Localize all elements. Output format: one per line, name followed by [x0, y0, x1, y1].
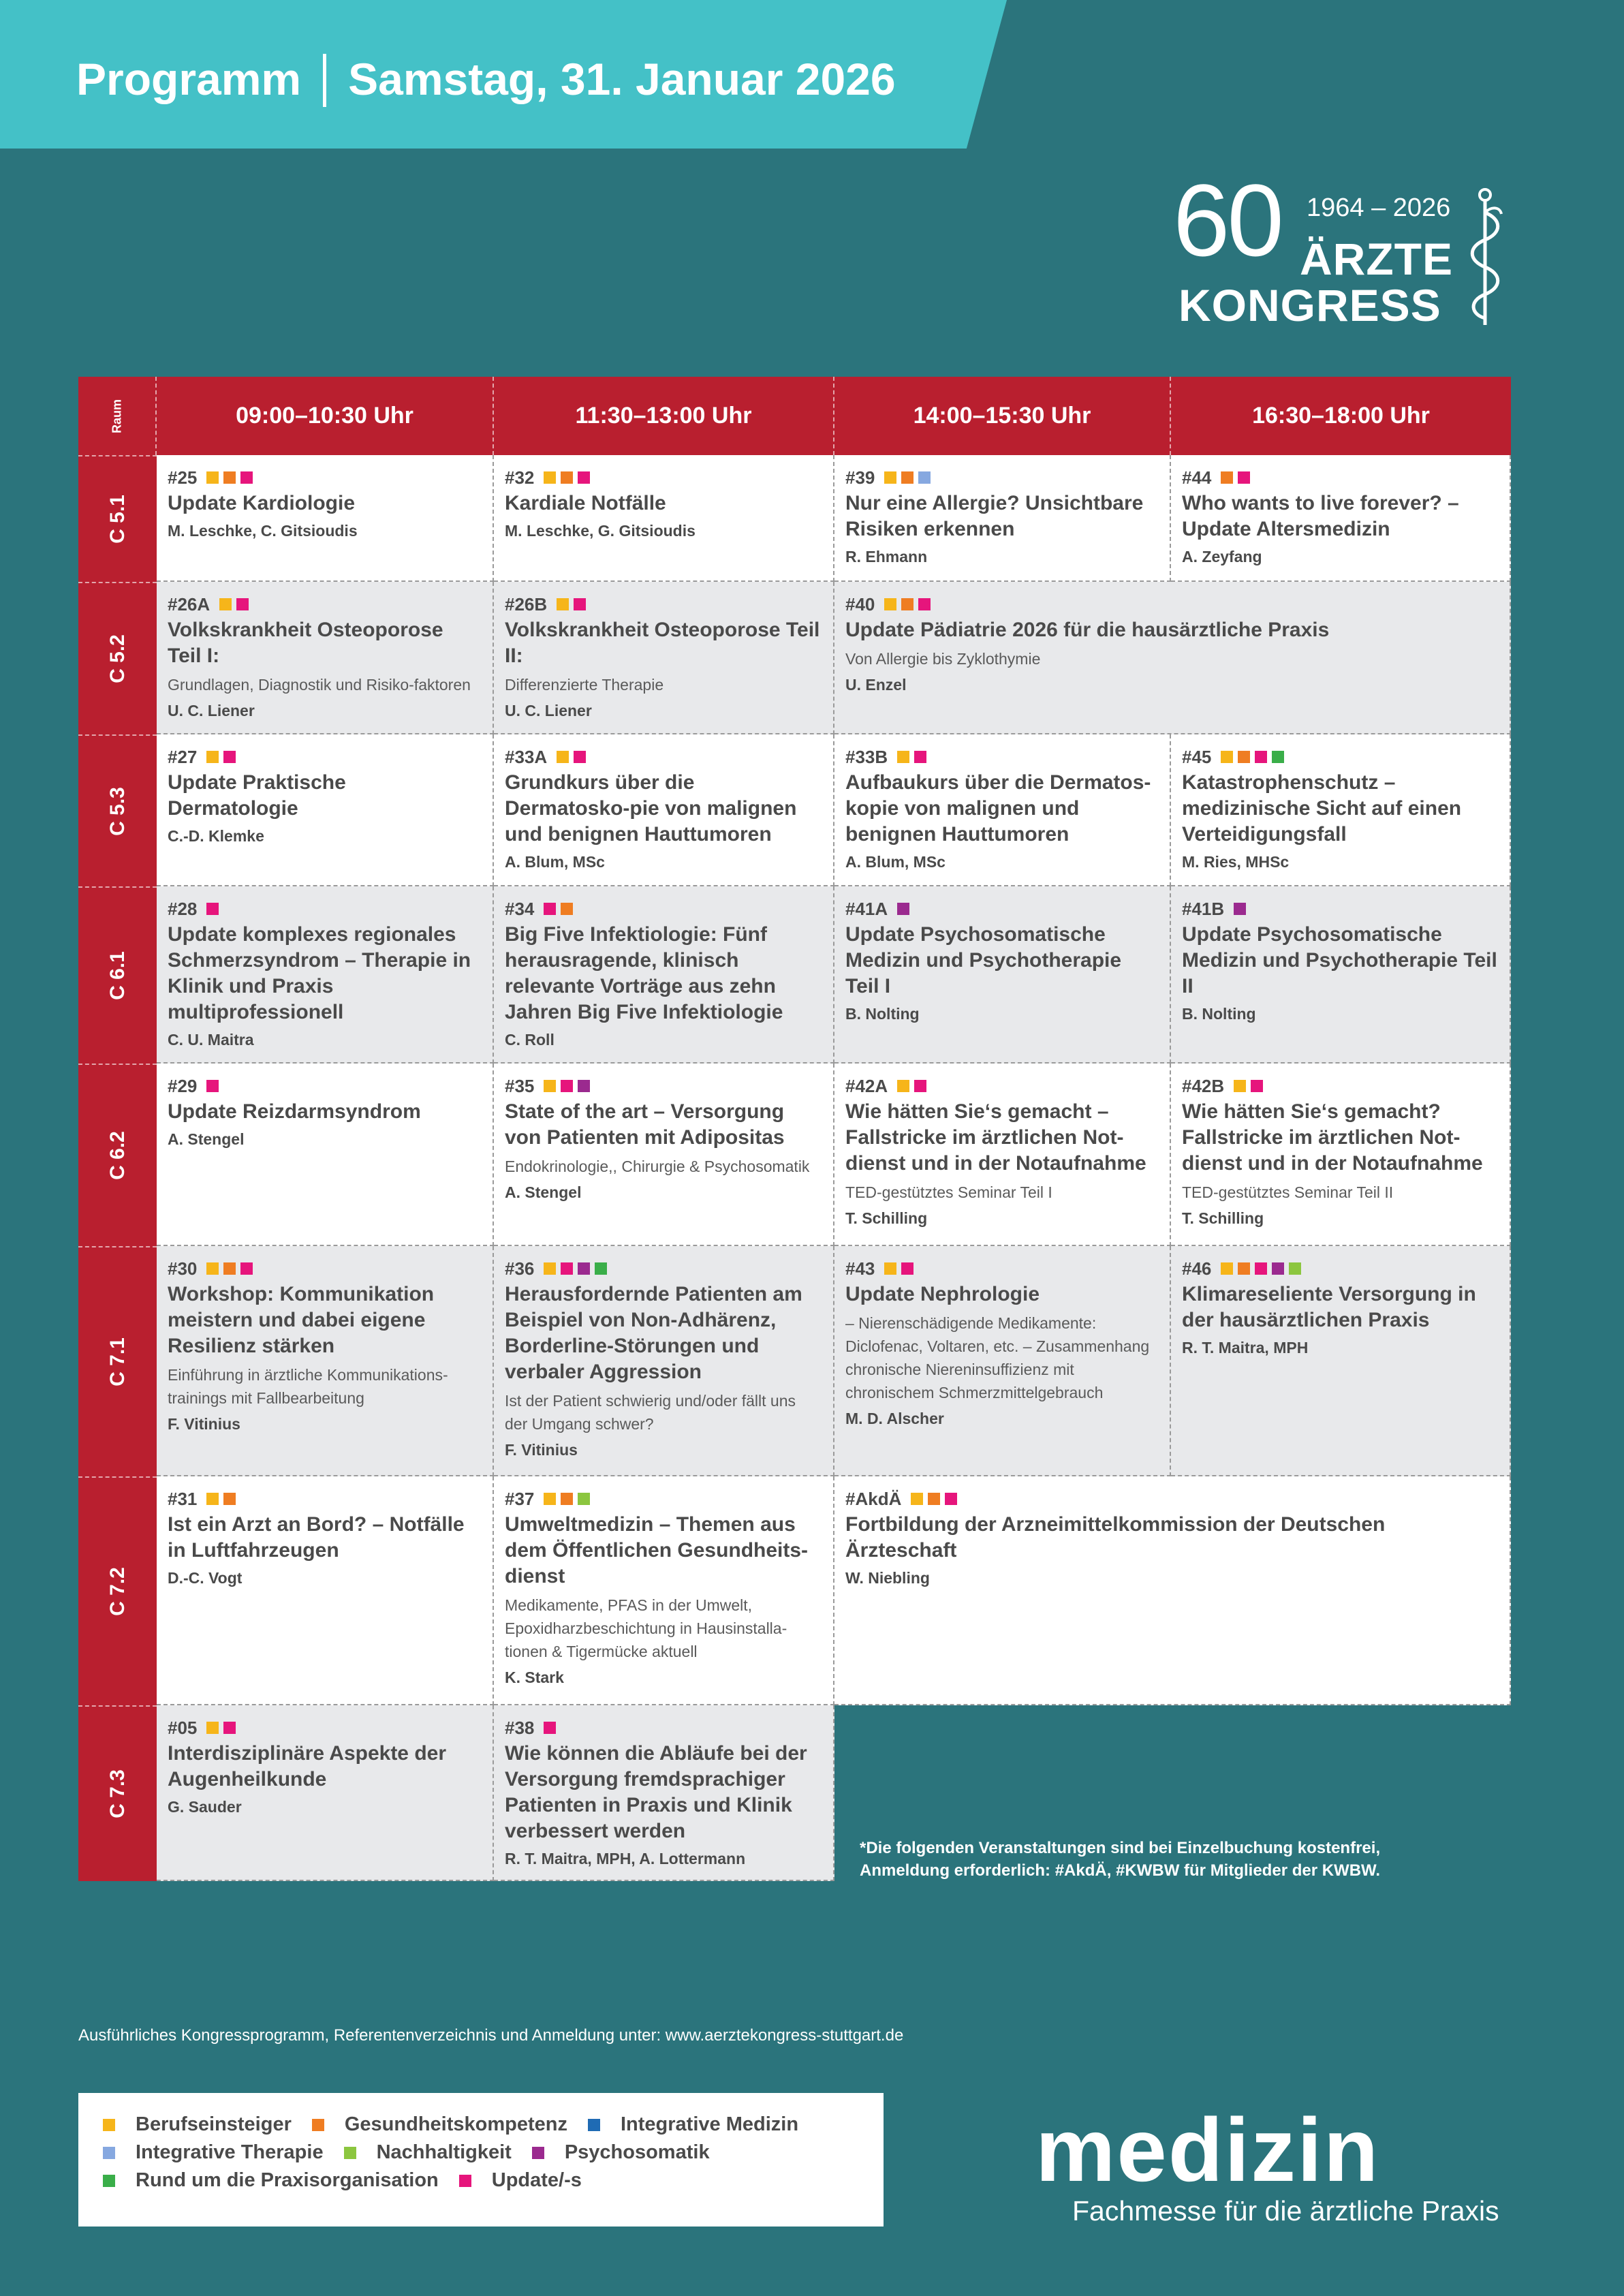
session-code: #37	[505, 1488, 535, 1509]
session-code: #41A	[845, 898, 888, 919]
category-swatch	[884, 1262, 896, 1275]
session-speaker: A. Blum, MSc	[845, 853, 946, 871]
session-code: #42A	[845, 1075, 888, 1096]
session-subtitle: Endokrinologie,, Chirurgie & Psychosomatik	[505, 1158, 810, 1175]
medizin-tagline: Fachmesse für die ärztliche Praxis	[1072, 2195, 1499, 2227]
session-cell[interactable]	[157, 1705, 494, 1881]
legend-swatch	[103, 2119, 115, 2131]
session-code: #32	[505, 467, 535, 488]
legend-item	[459, 2169, 582, 2192]
category-swatch	[884, 598, 896, 610]
session-title: Klimareseliente Versorgung in der hausärztlichen Praxis	[1182, 1283, 1476, 1331]
session-number	[505, 747, 822, 767]
session-cell[interactable]	[157, 1246, 494, 1476]
category-swatch	[557, 598, 569, 610]
session-cell[interactable]	[1171, 1064, 1511, 1246]
session-speaker: M. Ries, MHSc	[1182, 853, 1290, 871]
session-number	[168, 1718, 482, 1738]
session-subtitle: Einführung in ärztliche Kommunikations-trainings mit Fallbearbeitung	[168, 1366, 448, 1407]
session-title: Wie können die Abläufe bei der Versorgung fremdsprachiger Patienten in Praxis und Klinik verbessert werden	[505, 1742, 807, 1842]
session-cell[interactable]	[494, 455, 834, 582]
session-speaker: T. Schilling	[845, 1209, 928, 1227]
category-swatch	[206, 1493, 219, 1505]
session-speaker: C.-D. Klemke	[168, 827, 264, 845]
session-title: Update Psychosomatische Medizin und Psychotherapie Teil I	[845, 923, 1122, 997]
legend-item	[103, 2113, 292, 2136]
session-speaker: C. U. Maitra	[168, 1031, 254, 1049]
category-swatch	[901, 598, 914, 610]
session-title: Umweltmedizin – Themen aus dem Öffentlichen Gesundheits-dienst	[505, 1513, 809, 1587]
room-c72	[78, 1476, 157, 1705]
session-code: #42B	[1182, 1075, 1225, 1096]
legend-label: Rund um die Praxisorganisation	[136, 2169, 439, 2191]
session-title: Volkskrankheit Osteoporose Teil II:	[505, 619, 820, 667]
category-swatch	[206, 1080, 219, 1092]
legend-swatch	[532, 2147, 544, 2159]
session-title: Update Pädiatrie 2026 für die hausärztliche Praxis	[845, 619, 1330, 641]
session-cell[interactable]	[494, 1476, 834, 1705]
category-swatch	[918, 471, 931, 484]
session-title: Update Praktische Dermatologie	[168, 771, 346, 820]
session-cell[interactable]	[157, 1064, 494, 1246]
session-cell[interactable]	[157, 1476, 494, 1705]
session-code: #AkdÄ	[845, 1488, 902, 1509]
session-cell[interactable]	[1171, 886, 1511, 1064]
session-number	[168, 747, 482, 767]
session-title: Ist ein Arzt an Bord? – Notfälle in Luftfahrzeugen	[168, 1513, 465, 1562]
category-swatch	[561, 1493, 573, 1505]
session-code: #34	[505, 898, 535, 919]
session-number	[505, 899, 822, 919]
more-info-text: Ausführliches Kongressprogramm, Referentenverzeichnis und Anmeldung unter: www.aerztekongress-stuttgart.de	[78, 2026, 904, 2045]
raum-header	[78, 377, 157, 455]
raum-label: Raum	[110, 399, 123, 433]
session-cell[interactable]	[157, 582, 494, 734]
session-number	[168, 1076, 482, 1096]
legend-item	[344, 2141, 512, 2164]
session-number	[1182, 1258, 1499, 1279]
category-swatch	[223, 471, 236, 484]
room-label: C 5.3	[106, 786, 129, 836]
session-code: #41B	[1182, 898, 1225, 919]
category-swatch	[219, 598, 232, 610]
session-speaker: R. T. Maitra, MPH	[1182, 1339, 1309, 1356]
session-cell[interactable]	[494, 1705, 834, 1881]
category-swatch	[897, 751, 909, 763]
session-speaker: R. Ehmann	[845, 548, 928, 565]
time-slot-3: 14:00–15:30 Uhr	[834, 377, 1171, 455]
session-title: Kardiale Notfälle	[505, 492, 666, 514]
session-title: Who wants to live forever? – Update Altersmedizin	[1182, 492, 1459, 540]
category-swatch	[206, 471, 219, 484]
session-code: #45	[1182, 746, 1212, 767]
legend-swatch	[459, 2175, 471, 2187]
session-subtitle: Ist der Patient schwierig und/oder fällt uns der Umgang schwer?	[505, 1392, 796, 1433]
category-swatch	[1238, 471, 1250, 484]
legend-swatch	[312, 2119, 324, 2131]
session-cell[interactable]	[834, 1476, 1511, 1705]
session-speaker: A. Stengel	[168, 1130, 245, 1148]
session-number	[168, 1258, 482, 1279]
room-c51	[78, 455, 157, 582]
category-swatch	[1221, 471, 1233, 484]
session-speaker: U. Enzel	[845, 676, 907, 694]
legend-label: Berufseinsteiger	[136, 2113, 292, 2135]
category-swatch	[561, 1080, 573, 1092]
category-swatch	[945, 1493, 957, 1505]
category-swatch	[578, 1080, 590, 1092]
session-code: #26B	[505, 593, 548, 615]
session-code: #29	[168, 1075, 198, 1096]
session-speaker: K. Stark	[505, 1669, 564, 1686]
session-number	[845, 899, 1159, 919]
category-swatch	[1255, 751, 1267, 763]
session-code: #44	[1182, 467, 1212, 488]
session-speaker: M. Leschke, G. Gitsioudis	[505, 522, 696, 540]
room-label: C 5.1	[106, 495, 129, 544]
session-title: Volkskrankheit Osteoporose Teil I:	[168, 619, 443, 667]
session-title: Update Kardiologie	[168, 492, 356, 514]
session-speaker: B. Nolting	[845, 1005, 920, 1023]
session-cell[interactable]	[1171, 455, 1511, 582]
program-table	[78, 377, 1511, 1881]
session-speaker: D.-C. Vogt	[168, 1569, 243, 1587]
legend-item	[532, 2141, 710, 2164]
session-cell[interactable]	[834, 1246, 1171, 1476]
category-swatch	[928, 1493, 940, 1505]
room-label: C 7.1	[106, 1337, 129, 1386]
header-separator	[323, 54, 326, 107]
session-subtitle: Medikamente, PFAS in der Umwelt, Epoxidharzbeschichtung in Hausinstalla-tionen & Tigermücke aktuell	[505, 1596, 787, 1660]
legend-item	[588, 2113, 798, 2136]
session-number	[505, 1718, 822, 1738]
category-swatch	[1272, 751, 1284, 763]
session-speaker: R. T. Maitra, MPH, A. Lottermann	[505, 1850, 746, 1867]
room-c53	[78, 734, 157, 886]
session-code: #26A	[168, 593, 210, 615]
session-speaker: A. Blum, MSc	[505, 853, 605, 871]
session-title: Wie hätten Sie‘s gemacht? Fallstricke im ärztlichen Not-dienst und in der Notaufnahme	[1182, 1100, 1483, 1175]
category-swatch	[1234, 903, 1246, 915]
session-code: #36	[505, 1258, 535, 1279]
page-title	[76, 53, 896, 110]
room-label: C 7.3	[106, 1769, 129, 1818]
category-swatch	[1234, 1080, 1246, 1092]
session-cell[interactable]	[157, 734, 494, 886]
session-code: #43	[845, 1258, 875, 1279]
session-speaker: U. C. Liener	[168, 702, 255, 719]
legend	[78, 2093, 884, 2227]
category-swatch	[206, 903, 219, 915]
session-number	[1182, 467, 1499, 488]
session-code: #33A	[505, 746, 548, 767]
session-subtitle: TED-gestütztes Seminar Teil I	[845, 1183, 1052, 1201]
session-code: #30	[168, 1258, 198, 1279]
logo-kongress: KONGRESS	[1178, 280, 1441, 330]
time-slot-1: 09:00–10:30 Uhr	[157, 377, 494, 455]
category-swatch	[544, 471, 556, 484]
session-number	[168, 594, 482, 615]
session-number	[1182, 1076, 1499, 1096]
room-c71	[78, 1246, 157, 1476]
session-number	[168, 467, 482, 488]
legend-label: Gesundheitskompetenz	[344, 2113, 567, 2135]
session-speaker: U. C. Liener	[505, 702, 592, 719]
header-programm: Programm	[76, 54, 302, 104]
category-swatch	[914, 751, 926, 763]
category-swatch	[897, 903, 909, 915]
category-swatch	[561, 1262, 573, 1275]
session-code: #05	[168, 1717, 198, 1738]
session-code: #39	[845, 467, 875, 488]
category-swatch	[223, 751, 236, 763]
category-swatch	[561, 471, 573, 484]
session-number	[845, 1489, 1499, 1509]
session-title: State of the art – Versorgung von Patienten mit Adipositas	[505, 1100, 785, 1149]
room-label: C 7.2	[106, 1567, 129, 1616]
session-speaker: B. Nolting	[1182, 1005, 1256, 1023]
session-title: Wie hätten Sie‘s gemacht – Fallstricke im ärztlichen Not-dienst und in der Notaufnahme	[845, 1100, 1146, 1175]
logo-60: 60	[1173, 163, 1281, 277]
category-swatch	[1251, 1080, 1263, 1092]
session-title: Fortbildung der Arzneimittelkommission der Deutschen Ärzteschaft	[845, 1513, 1386, 1562]
session-title: Herausfordernde Patienten am Beispiel von Non-Adhärenz, Borderline-Störungen und verbaler Aggression	[505, 1283, 802, 1383]
category-swatch	[223, 1722, 236, 1734]
session-code: #38	[505, 1717, 535, 1738]
session-speaker: G. Sauder	[168, 1798, 242, 1816]
category-swatch	[1272, 1262, 1284, 1275]
category-swatch	[544, 1080, 556, 1092]
session-number	[168, 1489, 482, 1509]
legend-label: Psychosomatik	[564, 2141, 710, 2163]
legend-row	[103, 2167, 884, 2194]
session-number	[845, 594, 1499, 615]
session-number	[1182, 747, 1499, 767]
session-cell[interactable]	[834, 455, 1171, 582]
table-header	[78, 377, 1511, 455]
session-number	[845, 467, 1159, 488]
category-swatch	[236, 598, 249, 610]
session-title: Workshop: Kommunikation meistern und dabei eigene Resilienz stärken	[168, 1283, 435, 1357]
category-swatch	[574, 598, 586, 610]
session-number	[845, 747, 1159, 767]
legend-swatch	[588, 2119, 600, 2131]
time-slot-2: 11:30–13:00 Uhr	[494, 377, 834, 455]
session-cell[interactable]	[834, 582, 1511, 734]
room-label: C 5.2	[106, 634, 129, 683]
category-swatch	[557, 751, 569, 763]
session-number	[168, 899, 482, 919]
session-speaker: C. Roll	[505, 1031, 555, 1049]
legend-label: Update/-s	[491, 2169, 582, 2191]
session-cell[interactable]	[834, 1064, 1171, 1246]
category-swatch	[578, 471, 590, 484]
category-swatch	[206, 1722, 219, 1734]
session-number	[505, 594, 822, 615]
footnote-line-1: *Die folgenden Veranstaltungen sind bei Einzelbuchung kostenfrei,	[860, 1839, 1381, 1857]
session-speaker: M. Leschke, C. Gitsioudis	[168, 522, 358, 540]
category-swatch	[1221, 1262, 1233, 1275]
session-cell[interactable]	[494, 1246, 834, 1476]
session-cell[interactable]	[834, 886, 1171, 1064]
session-code: #40	[845, 593, 875, 615]
room-c73	[78, 1705, 157, 1881]
room-c52	[78, 582, 157, 734]
logo-aerzte: ÄRZTE	[1300, 234, 1453, 284]
session-speaker: A. Stengel	[505, 1183, 582, 1201]
legend-row	[103, 2139, 884, 2167]
category-swatch	[240, 1262, 253, 1275]
category-swatch	[544, 1493, 556, 1505]
session-cell[interactable]	[834, 734, 1171, 886]
session-cell[interactable]	[157, 886, 494, 1064]
session-code: #35	[505, 1075, 535, 1096]
session-code: #27	[168, 746, 198, 767]
category-swatch	[206, 1262, 219, 1275]
session-subtitle: Grundlagen, Diagnostik und Risiko-faktoren	[168, 676, 471, 694]
category-swatch	[206, 751, 219, 763]
category-swatch	[574, 751, 586, 763]
session-cell[interactable]	[1171, 1246, 1511, 1476]
caduceus-icon	[1465, 185, 1505, 328]
session-speaker: F. Vitinius	[505, 1441, 578, 1459]
session-title: Aufbaukurs über die Dermatos-kopie von malignen und benignen Hauttumoren	[845, 771, 1151, 846]
category-swatch	[914, 1080, 926, 1092]
session-code: #31	[168, 1488, 198, 1509]
congress-logo	[1173, 163, 1514, 334]
time-slot-4: 16:30–18:00 Uhr	[1252, 403, 1430, 429]
legend-item	[103, 2141, 324, 2164]
medizin-logo: medizin	[1035, 2100, 1380, 2200]
category-swatch	[544, 1722, 556, 1734]
session-cell[interactable]	[1171, 734, 1511, 886]
legend-swatch	[103, 2147, 115, 2159]
session-code: #25	[168, 467, 198, 488]
legend-swatch	[344, 2147, 356, 2159]
session-speaker: T. Schilling	[1182, 1209, 1264, 1227]
category-swatch	[901, 471, 914, 484]
category-swatch	[578, 1493, 590, 1505]
room-label: C 6.1	[106, 951, 129, 1000]
session-title: Grundkurs über die Dermatosko-pie von malignen und benignen Hauttumoren	[505, 771, 797, 846]
session-speaker: W. Niebling	[845, 1569, 930, 1587]
category-swatch	[595, 1262, 607, 1275]
session-subtitle: TED-gestütztes Seminar Teil II	[1182, 1183, 1394, 1201]
category-swatch	[1289, 1262, 1301, 1275]
category-swatch	[223, 1493, 236, 1505]
session-speaker: F. Vitinius	[168, 1415, 240, 1433]
session-speaker: M. D. Alscher	[845, 1410, 944, 1427]
session-number	[845, 1076, 1159, 1096]
session-number	[1182, 899, 1499, 919]
legend-item	[103, 2169, 439, 2192]
session-code: #33B	[845, 746, 888, 767]
session-number	[505, 1489, 822, 1509]
session-number	[505, 1076, 822, 1096]
footnote	[860, 1837, 1380, 1882]
session-title: Update Psychosomatische Medizin und Psychotherapie Teil II	[1182, 923, 1497, 997]
category-swatch	[897, 1080, 909, 1092]
category-swatch	[918, 598, 931, 610]
session-title: Big Five Infektiologie: Fünf herausragende, klinisch relevante Vorträge aus zehn Jahren Big Five Infektiologie	[505, 923, 783, 1023]
session-subtitle: Differenzierte Therapie	[505, 676, 664, 694]
session-title: Update komplexes regionales Schmerzsyndrom – Therapie in Klinik und Praxis multiprofessionell	[168, 923, 471, 1023]
category-swatch	[578, 1262, 590, 1275]
legend-label: Integrative Therapie	[136, 2141, 324, 2163]
session-code: #28	[168, 898, 198, 919]
session-cell[interactable]	[494, 886, 834, 1064]
legend-item	[312, 2113, 567, 2136]
session-cell[interactable]	[157, 455, 494, 582]
category-swatch	[901, 1262, 914, 1275]
category-swatch	[1221, 751, 1233, 763]
session-cell[interactable]	[494, 1064, 834, 1246]
session-number	[505, 467, 822, 488]
legend-label: Integrative Medizin	[620, 2113, 799, 2135]
category-swatch	[561, 903, 573, 915]
legend-label: Nachhaltigkeit	[376, 2141, 512, 2163]
room-c61	[78, 886, 157, 1064]
session-cell[interactable]	[494, 582, 834, 734]
category-swatch	[240, 471, 253, 484]
category-swatch	[911, 1493, 923, 1505]
session-title: Interdisziplinäre Aspekte der Augenheilkunde	[168, 1742, 447, 1790]
session-code: #46	[1182, 1258, 1212, 1279]
category-swatch	[1255, 1262, 1267, 1275]
room-label: C 6.2	[106, 1131, 129, 1180]
header-date: Samstag, 31. Januar 2026	[348, 54, 896, 104]
category-swatch	[1238, 751, 1250, 763]
session-title: Nur eine Allergie? Unsichtbare Risiken erkennen	[845, 492, 1144, 540]
logo-years: 1964 – 2026	[1307, 193, 1451, 222]
footnote-line-2: Anmeldung erforderlich: #AkdÄ, #KWBW für Mitglieder der KWBW.	[860, 1861, 1381, 1880]
category-swatch	[544, 903, 556, 915]
session-number	[505, 1258, 822, 1279]
category-swatch	[1238, 1262, 1250, 1275]
session-number	[845, 1258, 1159, 1279]
category-swatch	[884, 471, 896, 484]
legend-row	[103, 2111, 884, 2139]
session-subtitle: – Nierenschädigende Medikamente: Diclofenac, Voltaren, etc. – Zusammenhang chronische Niereninsuffizienz mit chronischem Schmerzmittelgebrauch	[845, 1314, 1150, 1401]
category-swatch	[544, 1262, 556, 1275]
session-speaker: A. Zeyfang	[1182, 548, 1262, 565]
session-subtitle: Von Allergie bis Zyklothymie	[845, 650, 1041, 668]
session-title: Update Reizdarmsyndrom	[168, 1100, 421, 1123]
session-title: Update Nephrologie	[845, 1283, 1040, 1305]
session-cell[interactable]	[494, 734, 834, 886]
legend-swatch	[103, 2175, 115, 2187]
category-swatch	[223, 1262, 236, 1275]
room-c62	[78, 1064, 157, 1246]
session-title: Katastrophenschutz – medizinische Sicht auf einen Verteidigungsfall	[1182, 771, 1462, 846]
